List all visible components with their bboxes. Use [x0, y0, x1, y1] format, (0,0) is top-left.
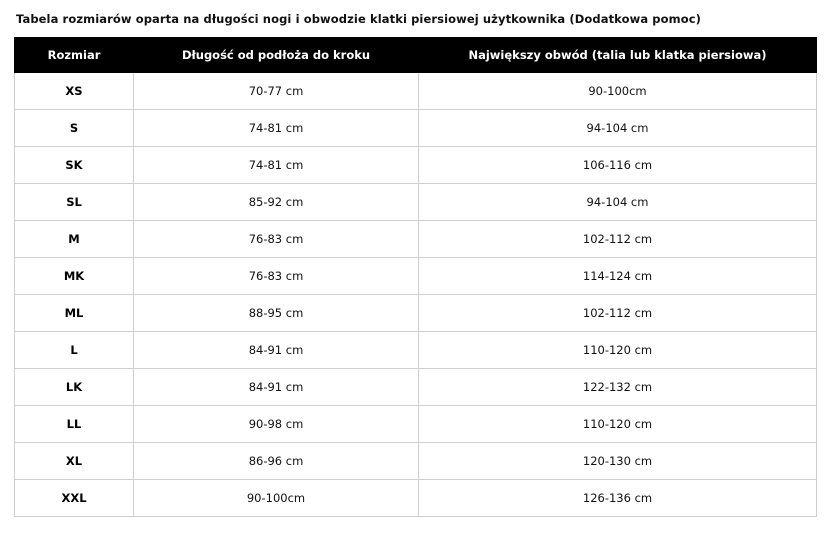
cell-inseam: 88-95 cm — [134, 295, 419, 332]
cell-girth: 94-104 cm — [419, 184, 817, 221]
table-row — [15, 147, 817, 184]
cell-size: LL — [15, 406, 134, 443]
table-body — [15, 73, 817, 517]
table-row — [15, 443, 817, 480]
cell-inseam: 90-100cm — [134, 480, 419, 517]
cell-girth: 106-116 cm — [419, 147, 817, 184]
cell-inseam: 90-98 cm — [134, 406, 419, 443]
cell-inseam: 84-91 cm — [134, 332, 419, 369]
cell-inseam: 76-83 cm — [134, 258, 419, 295]
table-row — [15, 221, 817, 258]
page-title: Tabela rozmiarów oparta na długości nogi i obwodzie klatki piersiowej użytkownika (Dodatkowa pomoc) — [16, 12, 701, 26]
cell-inseam: 86-96 cm — [134, 443, 419, 480]
cell-inseam: 85-92 cm — [134, 184, 419, 221]
cell-size: ML — [15, 295, 134, 332]
cell-size: SK — [15, 147, 134, 184]
cell-inseam: 76-83 cm — [134, 221, 419, 258]
cell-size: L — [15, 332, 134, 369]
column-header-girth: Największy obwód (talia lub klatka piersiowa) — [419, 38, 817, 73]
cell-inseam: 70-77 cm — [134, 73, 419, 110]
table-row — [15, 295, 817, 332]
cell-inseam: 74-81 cm — [134, 147, 419, 184]
table-header-row — [15, 38, 817, 73]
cell-size: M — [15, 221, 134, 258]
table-row — [15, 369, 817, 406]
cell-girth: 114-124 cm — [419, 258, 817, 295]
cell-girth: 122-132 cm — [419, 369, 817, 406]
cell-girth: 94-104 cm — [419, 110, 817, 147]
table-row — [15, 258, 817, 295]
cell-girth: 102-112 cm — [419, 221, 817, 258]
cell-girth: 120-130 cm — [419, 443, 817, 480]
column-header-size: Rozmiar — [15, 38, 134, 73]
table-row — [15, 110, 817, 147]
cell-size: XL — [15, 443, 134, 480]
cell-size: SL — [15, 184, 134, 221]
cell-size: XXL — [15, 480, 134, 517]
cell-girth: 110-120 cm — [419, 406, 817, 443]
table-row — [15, 184, 817, 221]
table-row — [15, 480, 817, 517]
cell-girth: 90-100cm — [419, 73, 817, 110]
cell-inseam: 84-91 cm — [134, 369, 419, 406]
cell-girth: 126-136 cm — [419, 480, 817, 517]
cell-girth: 102-112 cm — [419, 295, 817, 332]
cell-girth: 110-120 cm — [419, 332, 817, 369]
cell-size: S — [15, 110, 134, 147]
cell-size: LK — [15, 369, 134, 406]
size-chart-table — [14, 37, 817, 517]
cell-inseam: 74-81 cm — [134, 110, 419, 147]
column-header-inseam: Długość od podłoża do kroku — [134, 38, 419, 73]
table-row — [15, 406, 817, 443]
table-row — [15, 332, 817, 369]
cell-size: XS — [15, 73, 134, 110]
table-header — [15, 38, 817, 73]
table-row — [15, 73, 817, 110]
cell-size: MK — [15, 258, 134, 295]
